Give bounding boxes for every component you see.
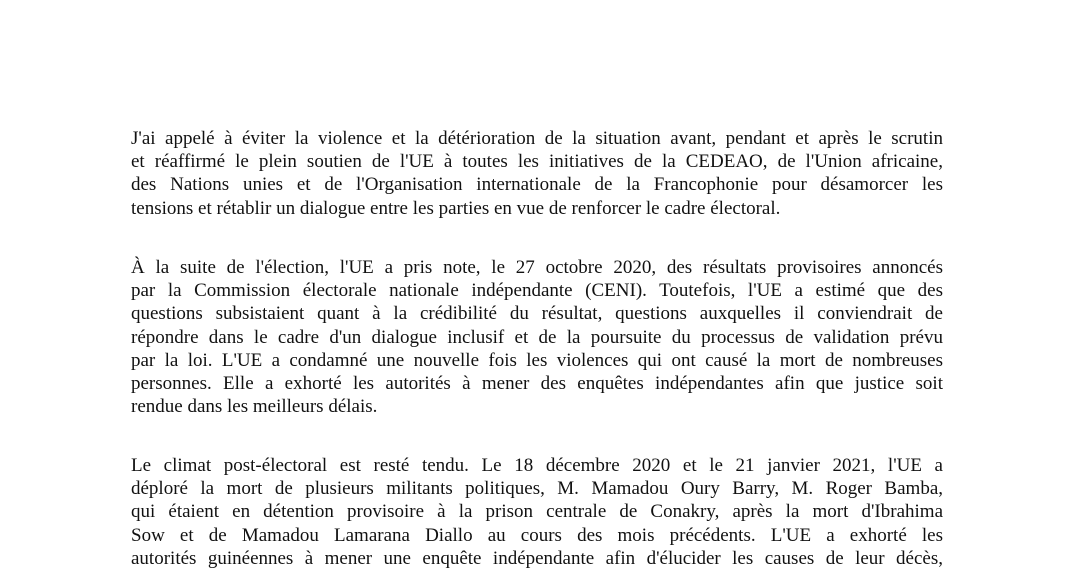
paragraph-line: personnes. Elle a exhorté les autorités à mener des enquêtes indépendantes afin que justice soit xyxy=(131,372,943,394)
paragraph-line: déploré la mort de plusieurs militants politiques, M. Mamadou Oury Barry, M. Roger Bamba, xyxy=(131,478,943,500)
paragraph-line: par la loi. L'UE a condamné une nouvelle fois les violences qui ont causé la mort de nombreuses xyxy=(131,349,943,371)
paragraph-line: répondre dans le cadre d'un dialogue inclusif et de la poursuite du processus de validation prévu xyxy=(131,326,943,348)
paragraph-line: par la Commission électorale nationale indépendante (CENI). Toutefois, l'UE a estimé que des xyxy=(131,280,943,302)
paragraph-post-electoral-climate xyxy=(131,454,943,570)
paragraph-line: Le climat post-électoral est resté tendu. Le 18 décembre 2020 et le 21 janvier 2021, l'UE a xyxy=(131,455,943,476)
paragraph-line: et réaffirmé le plein soutien de l'UE à toutes les initiatives de la CEDEAO, de l'Union africaine, xyxy=(131,151,943,173)
paragraph-line: questions subsistaient quant à la crédibilité du résultat, questions auxquelles il conviendrait de xyxy=(131,303,943,325)
paragraph-line: tensions et rétablir un dialogue entre les parties en vue de renforcer le cadre électoral. xyxy=(131,197,781,219)
paragraph-line: rendue dans les meilleurs délais. xyxy=(131,396,378,418)
paragraph-line: Sow et de Mamadou Lamarana Diallo au cours des mois précédents. L'UE a exhorté les xyxy=(131,524,943,546)
paragraph-election-results xyxy=(131,256,943,418)
paragraph-line: autorités guinéennes à mener une enquête indépendante afin d'élucider les causes de leur décès, xyxy=(131,547,943,569)
paragraph-line: J'ai appelé à éviter la violence et la détérioration de la situation avant, pendant et après le scrutin xyxy=(131,128,943,149)
paragraph-line: des Nations unies et de l'Organisation internationale de la Francophonie pour désamorcer les xyxy=(131,174,943,196)
paragraph-line: qui étaient en détention provisoire à la prison centrale de Conakry, après la mort d'Ibrahima xyxy=(131,501,943,523)
paragraph-violence-appeal xyxy=(131,127,943,220)
paragraph-line: À la suite de l'élection, l'UE a pris note, le 27 octobre 2020, des résultats provisoires annoncés xyxy=(131,257,943,278)
